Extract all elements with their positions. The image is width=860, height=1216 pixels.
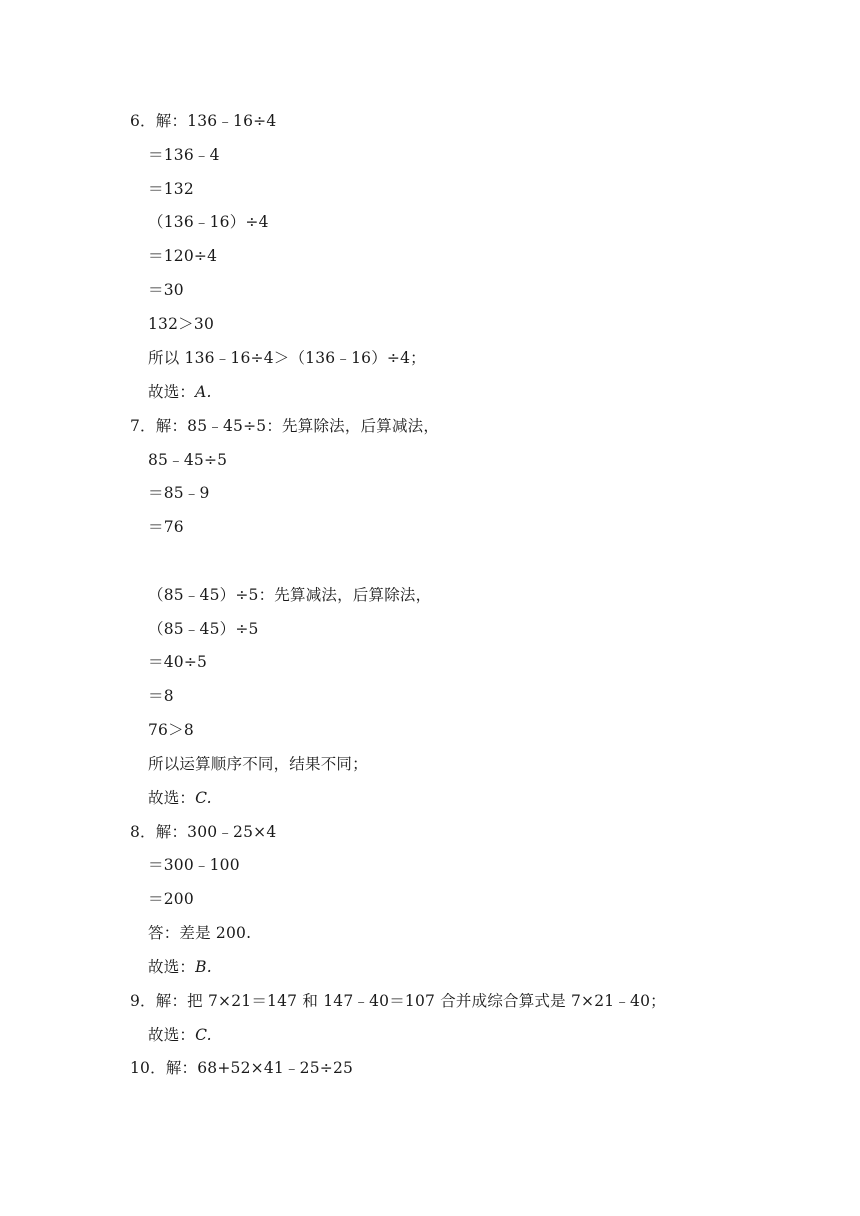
- q9-heading: 9．解：把 7×21＝147 和 147﹣40＝107 合并成综合算式是 7×21﹣40；: [130, 992, 666, 1010]
- q6-step: （136﹣16）÷4: [148, 213, 269, 231]
- q8-heading: 8．解：300﹣25×4: [130, 823, 277, 841]
- q7-step: ＝85﹣9: [148, 484, 210, 502]
- answer-prefix: 故选：: [148, 958, 196, 976]
- answer-choice: A.: [195, 383, 212, 401]
- answer-prefix: 故选：: [148, 1026, 196, 1044]
- q10-heading: 10．解：68+52×41﹣25÷25: [130, 1059, 354, 1077]
- q6-step: ＝120÷4: [148, 247, 218, 265]
- q7-step: （85﹣45）÷5: [148, 620, 259, 638]
- answer-prefix: 故选：: [148, 383, 196, 401]
- q8-answer: [148, 957, 212, 977]
- q7-heading: 7．解：85﹣45÷5：先算除法，后算减法，: [130, 417, 440, 435]
- q8-step: ＝200: [148, 890, 194, 908]
- q7-step: 76＞8: [148, 721, 194, 739]
- q8-conclusion: 答：差是 200.: [148, 924, 252, 942]
- answer-choice: C.: [195, 789, 212, 807]
- q7-step: ＝76: [148, 518, 184, 536]
- q7-step: ＝8: [148, 687, 174, 705]
- q6-step: 132＞30: [148, 315, 215, 333]
- q6-step: ＝132: [148, 180, 194, 198]
- q6-heading: 6．解：136﹣16÷4: [130, 112, 277, 130]
- answer-choice: C.: [195, 1026, 212, 1044]
- q6-step: ＝30: [148, 281, 184, 299]
- answer-choice: B.: [195, 958, 212, 976]
- q6-answer: [148, 382, 212, 402]
- q6-step: ＝136﹣4: [148, 146, 220, 164]
- answer-prefix: 故选：: [148, 789, 196, 807]
- q7-step: （85﹣45）÷5：先算减法，后算除法，: [148, 586, 432, 604]
- q7-step: 85﹣45÷5: [148, 451, 228, 469]
- q8-step: ＝300﹣100: [148, 856, 240, 874]
- q7-conclusion: 所以运算顺序不同，结果不同；: [148, 755, 368, 773]
- q6-conclusion: 所以 136﹣16÷4＞（136﹣16）÷4；: [148, 349, 426, 367]
- q9-answer: [148, 1025, 212, 1045]
- q7-answer: [148, 788, 212, 808]
- q7-step: ＝40÷5: [148, 653, 208, 671]
